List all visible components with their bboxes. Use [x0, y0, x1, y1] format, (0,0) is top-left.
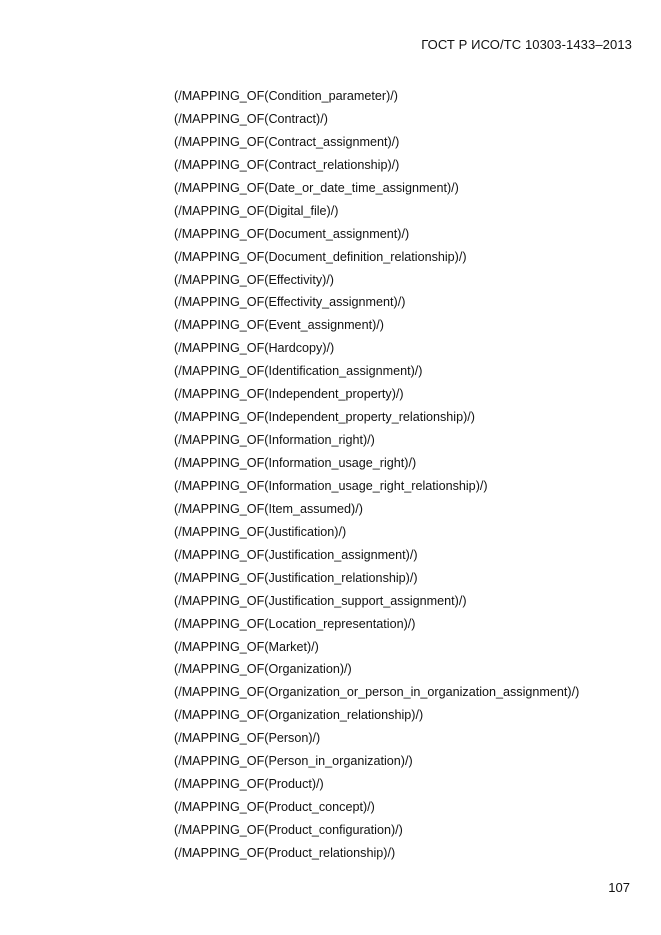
mapping-entry: (/MAPPING_OF(Market)/) — [174, 639, 319, 654]
mapping-entry: (/MAPPING_OF(Event_assignment)/) — [174, 318, 384, 333]
page-number: 107 — [608, 880, 630, 895]
mapping-entry: (/MAPPING_OF(Independent_property)/) — [174, 387, 404, 402]
mapping-entry: (/MAPPING_OF(Product)/) — [174, 777, 324, 792]
mapping-entry: (/MAPPING_OF(Product_configuration)/) — [174, 823, 403, 837]
mapping-entry: (/MAPPING_OF(Contract)/) — [174, 111, 328, 126]
mapping-entry: (/MAPPING_OF(Product_concept)/) — [174, 800, 375, 815]
mapping-entry: (/MAPPING_OF(Location_representation)/) — [174, 616, 416, 631]
mapping-list — [174, 87, 579, 867]
mapping-entry: (/MAPPING_OF(Information_right)/) — [174, 433, 375, 448]
mapping-entry: (/MAPPING_OF(Effectivity_assignment)/) — [174, 295, 406, 310]
mapping-entry: (/MAPPING_OF(Effectivity)/) — [174, 272, 335, 287]
mapping-entry: (/MAPPING_OF(Document_assignment)/) — [174, 226, 410, 241]
mapping-entry: (/MAPPING_OF(Contract_assignment)/) — [174, 134, 400, 149]
mapping-entry: (/MAPPING_OF(Justification_assignment)/) — [174, 547, 418, 562]
mapping-entry: (/MAPPING_OF(Person_in_organization)/) — [174, 754, 413, 769]
mapping-entry: (/MAPPING_OF(Justification)/) — [174, 524, 347, 539]
mapping-entry: (/MAPPING_OF(Information_usage_right)/) — [174, 456, 417, 470]
page-header: ГОСТ Р ИСО/ТС 10303-1433–2013 — [421, 37, 632, 52]
mapping-entry: (/MAPPING_OF(Justification_support_assignment)/) — [174, 593, 467, 608]
mapping-entry: (/MAPPING_OF(Product_relationship)/) — [174, 845, 396, 860]
mapping-entry: (/MAPPING_OF(Date_or_date_time_assignment)/) — [174, 180, 459, 195]
mapping-entry: (/MAPPING_OF(Organization_or_person_in_organization_assignment)/) — [174, 685, 580, 700]
mapping-entry: (/MAPPING_OF(Identification_assignment)/) — [174, 364, 423, 379]
mapping-entry: (/MAPPING_OF(Independent_property_relationship)/) — [174, 410, 475, 425]
mapping-entry: (/MAPPING_OF(Organization)/) — [174, 662, 352, 677]
mapping-entry: (/MAPPING_OF(Hardcopy)/) — [174, 341, 335, 356]
mapping-entry: (/MAPPING_OF(Item_assumed)/) — [174, 501, 363, 516]
mapping-entry: (/MAPPING_OF(Condition_parameter)/) — [174, 89, 398, 103]
mapping-entry: (/MAPPING_OF(Information_usage_right_relationship)/) — [174, 478, 488, 493]
mapping-entry: (/MAPPING_OF(Organization_relationship)/) — [174, 708, 424, 723]
mapping-entry: (/MAPPING_OF(Person)/) — [174, 731, 321, 746]
mapping-entry: (/MAPPING_OF(Document_definition_relationship)/) — [174, 249, 467, 264]
mapping-entry: (/MAPPING_OF(Digital_file)/) — [174, 203, 339, 218]
mapping-entry: (/MAPPING_OF(Justification_relationship)/) — [174, 570, 418, 585]
mapping-entry: (/MAPPING_OF(Contract_relationship)/) — [174, 157, 400, 172]
